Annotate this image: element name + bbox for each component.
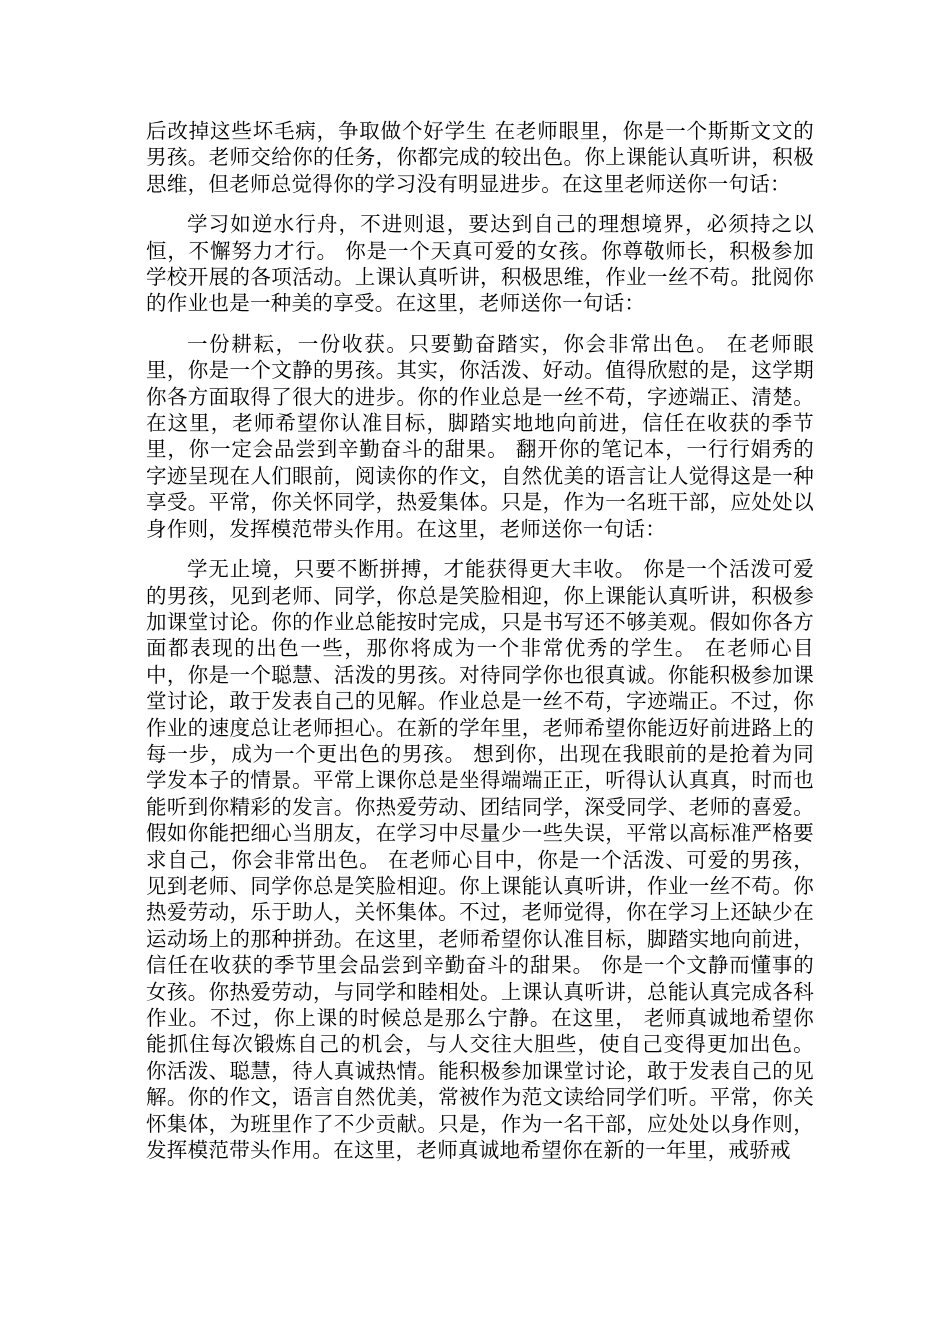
paragraph-1: 后改掉这些坏毛病，争取做个好学生 在老师眼里，你是一个斯斯文文的男孩。老师交给你的任务，你都完成的较出色。你上课能认真听讲，积极思维，但老师总觉得你的学习没有明显进步。在这里老师送你一句话： bbox=[146, 119, 814, 196]
paragraph-2: 学习如逆水行舟，不进则退，要达到自己的理想境界，必须持之以恒，不懈努力才行。 你是一个天真可爱的女孩。你尊敬师长，积极参加学校开展的各项活动。上课认真听讲，积极思维，作业一丝不苟。批阅你的作业也是一种美的享受。在这里，老师送你一句话： bbox=[146, 212, 814, 316]
document-body bbox=[146, 118, 814, 1163]
paragraph-4: 学无止境，只要不断拼搏，才能获得更大丰收。 你是一个活泼可爱的男孩，见到老师、同学，你总是笑脸相迎，你上课能认真听讲，积极参加课堂讨论。你的作业总能按时完成，只是书写还不够美观。假如你各方面都表现的出色一些，那你将成为一个非常优秀的学生。 在老师心目中，你是一个聪慧、活泼的男孩。对待同学你也很真诚。你能积极参加课堂讨论，敢于发表自己的见解。作业总是一丝不苟，字迹端正。不过，你作业的速度总让老师担心。在新的学年里，老师希望你能迈好前进路上的每一步，成为一个更出色的男孩。 想到你，出现在我眼前的是抢着为同学发本子的情景。平常上课你总是坐得端端正正，听得认认真真，时而也能听到你精彩的发言。你热爱劳动、团结同学，深受同学、老师的喜爱。假如你能把细心当朋友，在学习中尽量少一些失误，平常以高标准严格要求自己，你会非常出色。 在老师心目中，你是一个活泼、可爱的男孩，见到老师、同学你总是笑脸相迎。你上课能认真听讲，作业一丝不苟。你热爱劳动，乐于助人，关怀集体。不过，老师觉得，你在学习上还缺少在运动场上的那种拼劲。在这里，老师希望你认准目标，脚踏实地向前进，信任在收获的季节里会品尝到辛勤奋斗的甜果。 你是一个文静而懂事的女孩。你热爱劳动，与同学和睦相处。上课认真听讲，总能认真完成各科作业。不过，你上课的时候总是那么宁静。在这里， 老师真诚地希望你能抓住每次锻炼自己的机会，与人交往大胆些，使自己变得更加出色。 你活泼、聪慧，待人真诚热情。能积极参加课堂讨论，敢于发表自己的见解。你的作文，语言自然优美，常被作为范文读给同学们听。平常，你关怀集体，为班里作了不少贡献。只是，作为一名干部，应处处以身作则，发挥模范带头作用。在这里，老师真诚地希望你在新的一年里，戒骄戒 bbox=[146, 557, 814, 1163]
paragraph-3: 一份耕耘，一份收获。只要勤奋踏实，你会非常出色。 在老师眼里，你是一个文静的男孩。其实，你活泼、好动。值得欣慰的是，这学期你各方面取得了很大的进步。你的作业总是一丝不苟，字迹端正、清楚。在这里，老师希望你认准目标，脚踏实地地向前进，信任在收获的季节里，你一定会品尝到辛勤奋斗的甜果。 翻开你的笔记本，一行行娟秀的字迹呈现在人们眼前，阅读你的作文，自然优美的语言让人觉得这是一种享受。平常，你关怀同学，热爱集体。只是，作为一名班干部，应处处以身作则，发挥模范带头作用。在这里，老师送你一句话： bbox=[146, 331, 814, 541]
